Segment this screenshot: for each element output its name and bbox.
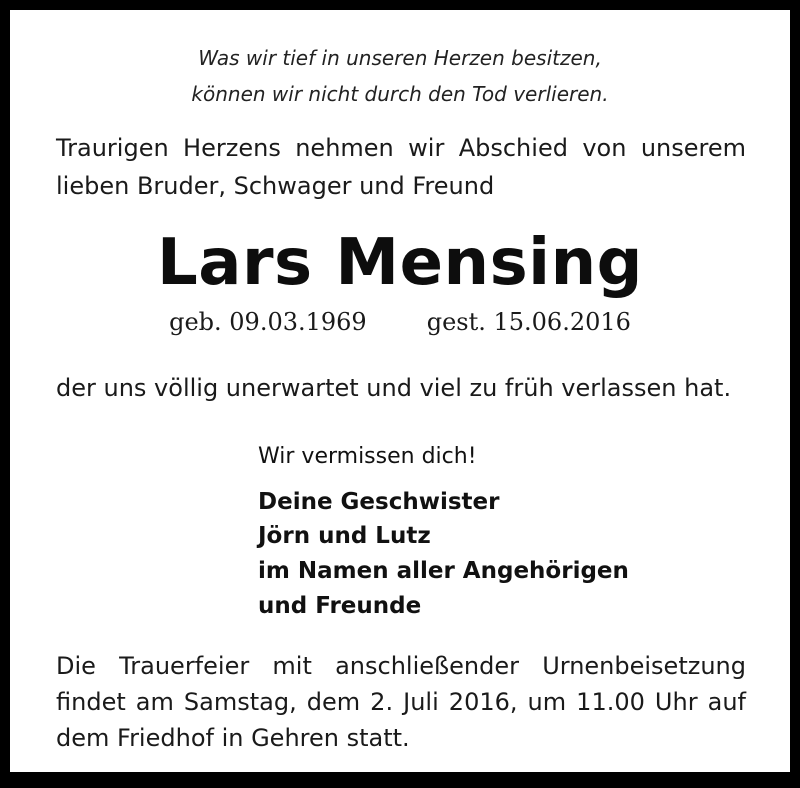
ceremony-line-1: Die Trauerfeier mit anschließender Urnenbeisetzung <box>56 652 746 680</box>
intro-line-1: Traurigen Herzens nehmen wir Abschied von unserem <box>56 134 746 162</box>
signature-line-4: und Freunde <box>258 593 422 619</box>
signature-line-3: im Namen aller Angehörigen <box>258 558 629 584</box>
passing-text: der uns völlig unerwartet und viel zu früh verlassen hat. <box>56 374 732 402</box>
death-date: gest. 15.06.2016 <box>426 308 631 336</box>
miss-text: Wir vermissen dich! <box>258 444 477 469</box>
intro-line-2: lieben Bruder, Schwager und Freund <box>56 172 495 200</box>
signature-line-1: Deine Geschwister <box>258 489 500 515</box>
motto-line-1: Was wir tief in unseren Herzen besitzen, <box>198 46 602 70</box>
birth-date: geb. 09.03.1969 <box>169 308 367 336</box>
motto-line-2: können wir nicht durch den Tod verlieren. <box>191 82 609 106</box>
signature-line-2: Jörn und Lutz <box>258 523 431 549</box>
life-dates <box>10 308 790 336</box>
deceased-name: Lars Mensing <box>157 226 643 300</box>
ceremony-line-3: dem Friedhof in Gehren statt. <box>56 724 410 752</box>
ceremony-line-2: findet am Samstag, dem 2. Juli 2016, um 11.00 Uhr auf <box>56 688 746 716</box>
